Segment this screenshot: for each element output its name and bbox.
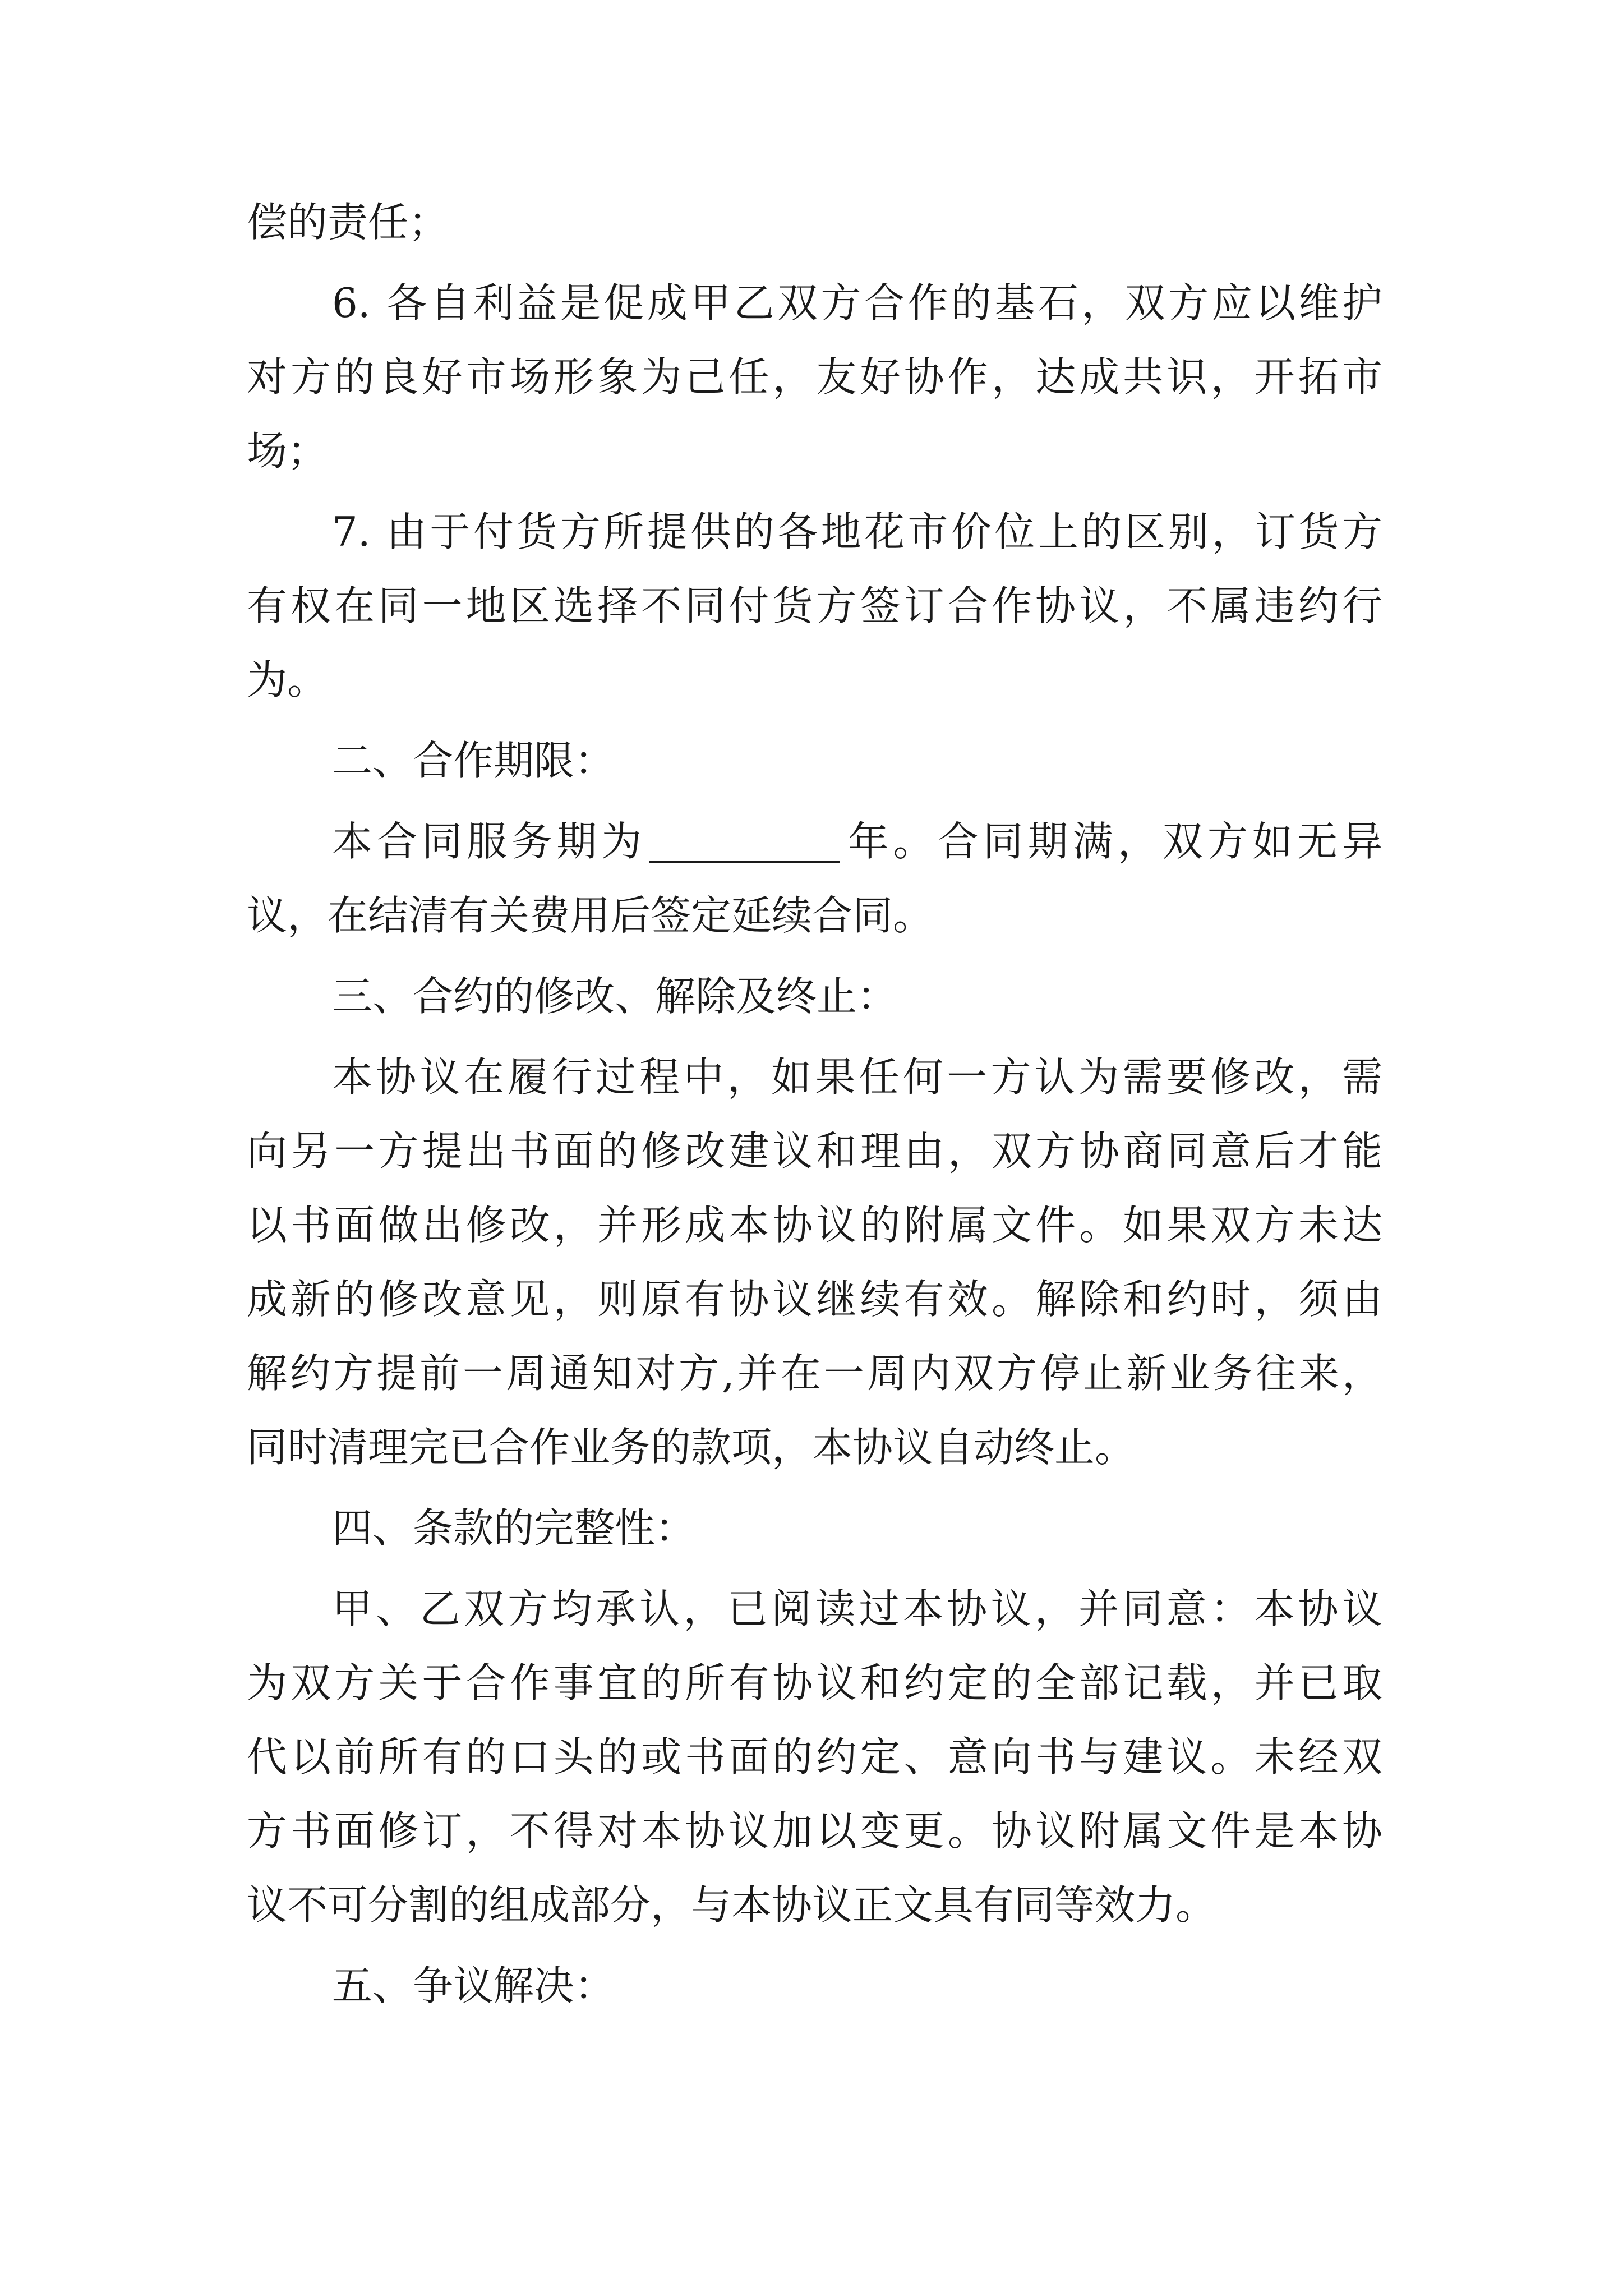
section-heading-integrity: 四、条款的完整性：: [332, 1504, 696, 1552]
text-line: 为双方关于合作事宜的所有协议和约定的全部记载，并已取: [247, 1659, 1382, 1706]
text-line: 同时清理完已合作业务的款项，本协议自动终止。: [247, 1424, 1136, 1471]
text-line: 议，在结清有关费用后签定延续合同。: [247, 892, 934, 939]
section-heading-modification: 三、合约的修改、解除及终止：: [332, 973, 898, 1020]
text-line: 本协议在履行过程中，如果任何一方认为需要修改，需: [332, 1053, 1382, 1101]
text-line: 成新的修改意见，则原有协议继续有效。解除和约时，须由: [247, 1276, 1382, 1323]
clause-6-line: 6. 各自利益是促成甲乙双方合作的基石，双方应以维护: [332, 279, 1382, 326]
text-line: 议不可分割的组成部分，与本协议正文具有同等效力。: [247, 1881, 1216, 1929]
term-text-after: 年。合同期满，双方如无异: [843, 818, 1382, 865]
clause-7-line: 7. 由于付货方所提供的各地花市价位上的区别，订货方: [332, 508, 1382, 555]
term-text-before: 本合同服务期为: [332, 818, 647, 865]
text-line: 代以前所有的口头的或书面的约定、意向书与建议。未经双: [247, 1733, 1382, 1780]
text-line: 解约方提前一周通知对方,并在一周内双方停止新业务往来，: [247, 1350, 1382, 1397]
text-line: 有权在同一地区选择不同付货方签订合作协议，不属违约行: [247, 582, 1382, 629]
section-heading-dispute: 五、争议解决：: [332, 1962, 615, 2009]
document-body: [247, 185, 1382, 2023]
term-line: [247, 804, 1382, 878]
text-line: 对方的良好市场形象为己任，友好协作，达成共识，开拓市: [247, 353, 1382, 401]
text-line: 为。: [247, 656, 328, 703]
text-line: 偿的责任；: [247, 199, 449, 246]
section-heading-term: 二、合作期限：: [332, 737, 615, 784]
text-line: 场；: [247, 427, 328, 475]
text-line: 向另一方提出书面的修改建议和理由，双方协商同意后才能: [247, 1128, 1382, 1175]
text-line: 方书面修订，不得对本协议加以变更。协议附属文件是本协: [247, 1807, 1382, 1855]
text-line: 甲、乙双方均承认，已阅读过本协议，并同意：本协议: [332, 1585, 1382, 1632]
term-years-blank: [649, 827, 840, 863]
text-line: 以书面做出修改，并形成本协议的附属文件。如果双方未达: [247, 1202, 1382, 1249]
